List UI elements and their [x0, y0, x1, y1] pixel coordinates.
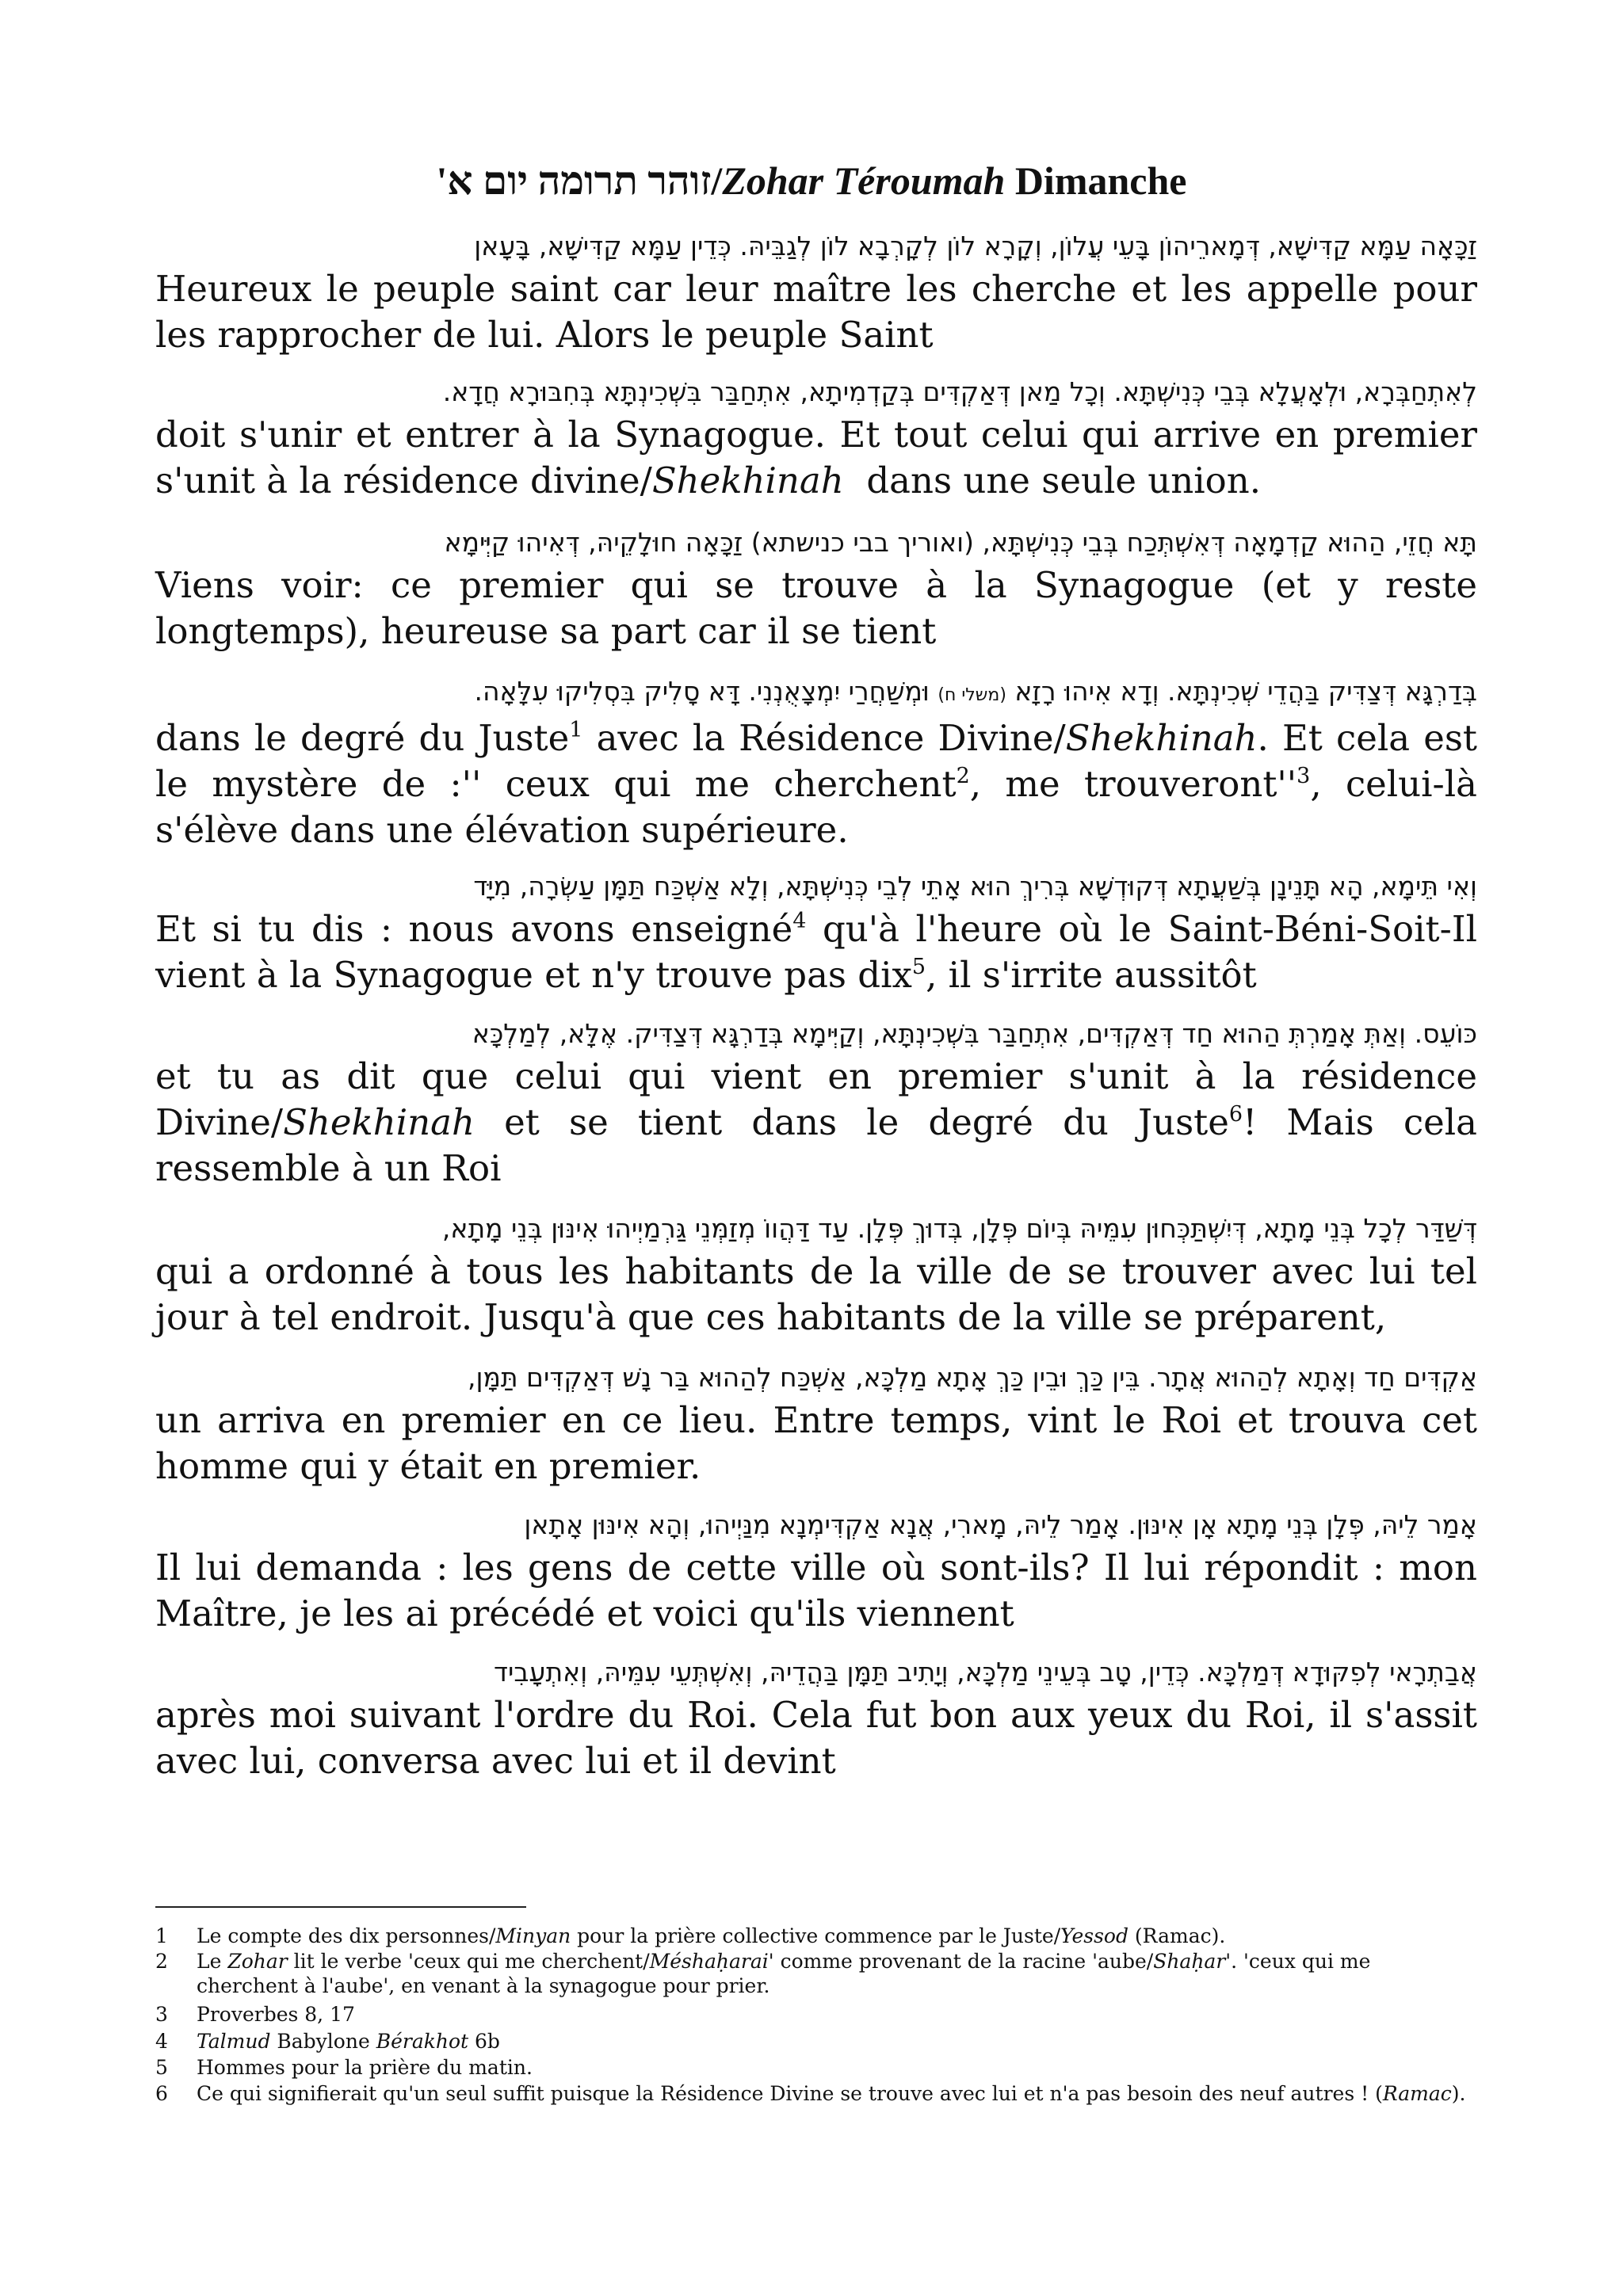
- footnote-number: 2: [155, 1950, 168, 1973]
- page-title: [0, 157, 1623, 204]
- hebrew-line: תָּא חֲזֵי, הַהוּא קַדְמָאָה דְּאִשְׁתְּכַח בְּבֵי כְּנִישְׁתָּא, (ואוריך בבי כנישתא) זַכָּאָה חוּלָקֵיהּ, דְּאִיהוּ קַיְּימָא: [444, 527, 1477, 558]
- paragraph-2: [155, 372, 1477, 504]
- title-slash: /: [711, 158, 723, 203]
- title-zohar: Zohar Téroumah: [722, 158, 1006, 203]
- paragraph-10: [155, 1653, 1477, 1784]
- hebrew-line: בְּדַרְגָּא דְּצַדִּיק בַּהֲדֵי שְׁכִינְתָּא. וְדָא אִיהוּ רָזָא (משלי ח) וּמְשַׁחֲרַי יִמְצָאֻנְנִי. דָּא סָלִיק בִּסְלִיקוּ עִלָּאָה.: [474, 676, 1477, 707]
- verse-reference: (משלי ח): [938, 685, 1006, 705]
- french-translation: Il lui demanda : les gens de cette ville où sont-ils? Il lui répondit : mon Maître, je les ai précédé et voici qu'ils viennent: [155, 1547, 1477, 1634]
- french-translation: doit s'unir et entrer à la Synagogue. Et tout celui qui arrive en premier s'unit à la résidence divine/Shekhinah dans une seule union.: [155, 414, 1477, 502]
- footnote-text: Ce qui signifierait qu'un seul suffit puisque la Résidence Divine se trouve avec lui et n'a pas besoin des neuf autres ! (Ramac).: [197, 2082, 1466, 2105]
- hebrew-line: דְּשַׁדַּר לְכָל בְּנֵי מָתָא, דְּיִשְׁתַּכְּחוּן עִמֵּיהּ בְּיוֹם פְּלָן, בְּדוּךְ פְּלָן. עַד דַּהֲווֹ מְזַמְּנֵי גַּרְמַיְיהוּ אִינּוּן בְּנֵי מָתָא,: [441, 1213, 1477, 1244]
- footnote-4: [155, 2029, 1477, 2054]
- footnote-ref[interactable]: 6: [1228, 1102, 1243, 1127]
- footnote-ref[interactable]: 4: [792, 909, 807, 933]
- french-translation: dans le degré du Juste$^1$ avec la Résidence Divine/Shekhinah. Et cela est le mystère de :'' ceux qui me cherchent$^2$, me $trouveront''^3$, celui-là s'élève dans une élévation supérieure.: [155, 717, 1477, 851]
- french-translation: Heureux le peuple saint car leur maître les cherche et les appelle pour les rapprocher de lui. Alors le peuple Saint: [155, 268, 1477, 356]
- footnote-number: 1: [155, 1924, 168, 1947]
- paragraph-3: [155, 523, 1477, 654]
- footnote-6: [155, 2081, 1477, 2106]
- footnote-number: 5: [155, 2056, 168, 2079]
- footnote-text: Le Zohar lit le verbe 'ceux qui me cherchent/Méshaḥarai' comme provenant de la racine 'aube/Shaḥar'. 'ceux qui me cherchent à l'aube', en venant à la synagogue pour prier.: [197, 1950, 1371, 1997]
- footnote-separator: [155, 1906, 526, 1908]
- footnote-text: Talmud Babylone Bérakhot 6b: [197, 2030, 500, 2053]
- french-translation: et tu as dit que celui qui vient en premier s'unit à la résidence Divine/Shekhinah et se tient dans le degré du Juste$^6$! Mais cela ressemble à un Roi: [155, 1055, 1478, 1189]
- hebrew-line: אַקְדִּים חַד וְאָתָא לְהַהוּא אֲתָר. בֵּין כַּךְ וּבֵין כַּךְ אָתָא מַלְכָּא, אַשְׁכַּח לְהַהוּא בַּר נָשׁ דְּאַקְדִּים תַּמָּן,: [467, 1362, 1477, 1393]
- hebrew-line: לְאִתְחַבְּרָא, וּלְאָעֲלָא בְּבֵי כְּנִישְׁתָּא. וְכָל מַאן דְּאַקְדִּים בְּקַדְמִיתָא, אִתְחַבַּר בִּשְׁכִינְתָּא בְּחִבּוּרָא חֲדָא.: [442, 376, 1477, 407]
- footnote-ref[interactable]: 1: [569, 718, 583, 742]
- title-hebrew: זוהר תרומה יום א': [436, 158, 712, 203]
- title-day: Dimanche: [1005, 158, 1187, 203]
- paragraph-9: [155, 1505, 1477, 1637]
- footnote-text: Hommes pour la prière du matin.: [197, 2056, 533, 2079]
- french-translation: qui a ordonné à tous les habitants de la ville de se trouver avec lui tel jour à tel endroit. Jusqu'à que ces habitants de la ville se préparent,: [155, 1250, 1477, 1338]
- footnote-ref[interactable]: 3: [1296, 764, 1311, 788]
- footnote-number: 3: [155, 2003, 168, 2026]
- footnote-number: 6: [155, 2082, 168, 2105]
- hebrew-line: אָמַר לֵיהּ, פְּלָן בְּנֵי מָתָא אָן אִינּוּן. אָמַר לֵיהּ, מָארִי, אֲנָא אַקְדִּימְנָא מִנַּיְיהוּ, וְהָא אִינּוּן אָתָאן: [524, 1509, 1477, 1540]
- paragraph-6: [155, 1014, 1477, 1192]
- paragraph-8: [155, 1358, 1477, 1489]
- footnote-ref[interactable]: 2: [956, 764, 970, 788]
- paragraph-7: [155, 1209, 1477, 1341]
- hebrew-line: זַכָּאָה עַמָּא קַדִּישָׁא, דְּמָארֵיהוֹן בָּעֵי עֲלוֹן, וְקָרָא לוֹן לְקָרְבָא לוֹן לְגַבֵּיהּ. כְּדֵין עַמָּא קַדִּישָׁא, בָּעָאן: [474, 231, 1477, 261]
- footnote-number: 4: [155, 2030, 168, 2053]
- french-translation: Et si tu dis : nous avons enseigné$^4$ qu'à l'heure où le Saint-Béni-Soit-Il vient à la Synagogue et n'y trouve pas dix$^5$, il s'irrite aussitôt: [155, 908, 1478, 996]
- footnote-5: [155, 2055, 1477, 2080]
- paragraph-1: [155, 227, 1477, 358]
- footnote-text: Le compte des dix personnes/Minyan pour la prière collective commence par le Juste/Yessod (Ramac).: [197, 1924, 1226, 1947]
- french-translation: après moi suivant l'ordre du Roi. Cela fut bon aux yeux du Roi, il s'assit avec lui, conversa avec lui et il devint: [155, 1694, 1477, 1782]
- footnote-1: [155, 1924, 1477, 1948]
- footnote-ref[interactable]: 5: [911, 955, 926, 979]
- footnote-2: [155, 1949, 1477, 1998]
- footnote-3: [155, 2002, 1477, 2027]
- french-translation: un arriva en premier en ce lieu. Entre temps, vint le Roi et trouva cet homme qui y était en premier.: [155, 1399, 1477, 1487]
- hebrew-line: וְאִי תֵּימָא, הָא תָּנֵינָן בְּשַׁעֲתָא דְּקוּדְשָׁא בְּרִיךְ הוּא אָתֵי לְבֵי כְּנִישְׁתָּא, וְלָא אַשְׁכַּח תַּמָּן עַשְׂרָה, מִיָּד: [473, 871, 1477, 902]
- footnote-text: Proverbes 8, 17: [197, 2003, 355, 2026]
- french-translation: Viens voir: ce premier qui se trouve à la Synagogue (et y reste longtemps), heureuse sa part car il se tient: [155, 564, 1477, 652]
- hebrew-line: אֲבַתְרָאי לְפִקּוּדָא דְּמַלְכָּא. כְּדֵין, טָב בְּעֵינֵי מַלְכָּא, וְיָתִיב תַּמָּן בַּהֲדֵיהּ, וְאִשְׁתְּעֵי עִמֵּיהּ, וְאִתְעָבִיד: [494, 1657, 1477, 1688]
- hebrew-line: כּוֹעֵס. וְאַתְּ אָמַרְתְּ הַהוּא חַד דְּאַקְדִּים, אִתְחַבַּר בִּשְׁכִינְתָּא, וְקַיְּימָא בְּדַרְגָּא דְּצַדִּיק. אֶלָּא, לְמַלְכָּא: [472, 1018, 1477, 1049]
- paragraph-4: [155, 672, 1477, 853]
- paragraph-5: [155, 867, 1477, 998]
